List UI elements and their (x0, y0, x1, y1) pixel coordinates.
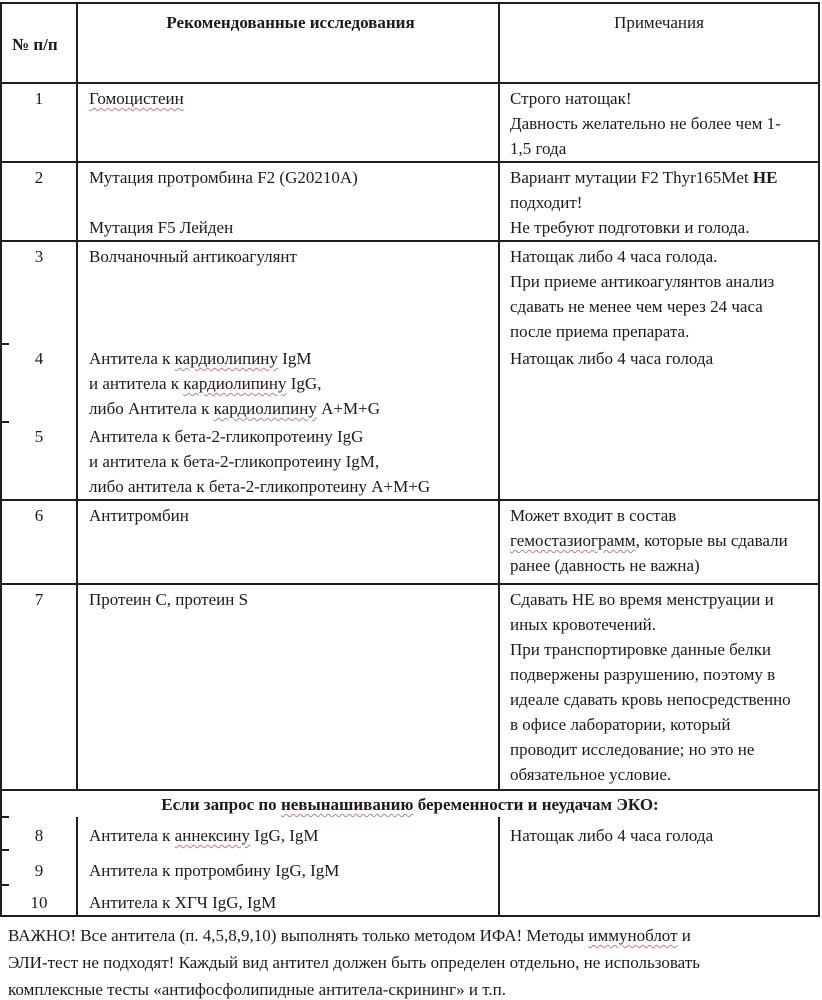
footer-note: ВАЖНО! Все антитела (п. 4,5,8,9,10) выполнять только методом ИФА! Методы иммуноблот и ЭЛИ-тест не подходят! Каждый вид антител должен быть определен отдельно, не использовать комплексные тесты «антифосфолипидные антитела-скрининг» и т.п. (8, 926, 700, 999)
header-cell-number: № п/п (12, 35, 58, 54)
notes-cell: Натощак либо 4 часа голода. При приеме антикоагулянтов анализ сдавать не менее чем через 24 часа после приема препарата. (498, 242, 818, 344)
section-header-text: Если запрос по невынашиванию беременности и неудачам ЭКО: (161, 795, 659, 814)
header-cell-tests: Рекомендованные исследования (76, 4, 498, 82)
notes-cell: Сдавать НЕ во время менструации и иных кровотечений. При транспортировке данные белки подвержены разрушению, поэтому в идеале сдавать кровь непосредственно в офисе лаборатории, который проводит исследование; но это не обязательное условие. (498, 585, 818, 789)
table-row-6 (2, 501, 818, 585)
tests-cell: Мутация протромбина F2 (G20210A) Мутация F5 Лейден (76, 163, 498, 240)
tests-cell: Антитела к ХГЧ IgG, IgM (76, 885, 498, 915)
table-row-3 (2, 242, 818, 344)
row-number: 4 (34, 349, 44, 368)
row-number: 6 (34, 506, 44, 525)
tests-cell: Волчаночный антикоагулянт (76, 242, 498, 344)
tests-cell: Антитела к бета-2-гликопротеину IgG и антитела к бета-2-гликопротеину IgM, либо антитела к бета-2-гликопротеину A+M+G (76, 422, 498, 499)
notes-cell: Может входит в состав гемостазиограмм, которые вы сдавали ранее (давность не важна) (498, 501, 818, 583)
row-number: 1 (34, 89, 44, 108)
table-row-10 (2, 885, 818, 917)
table-row-4 (2, 344, 818, 422)
header-cell-notes: Примечания (498, 4, 818, 82)
row-number: 3 (34, 247, 44, 266)
tests-cell: Антитромбин (76, 501, 498, 583)
tests-cell: Протеин C, протеин S (76, 585, 498, 789)
section-header-row (2, 791, 818, 817)
tests-table (0, 2, 820, 917)
tests-cell: Гомоцистеин (76, 84, 498, 161)
row-number: 5 (34, 427, 44, 446)
table-row-7 (2, 585, 818, 791)
table-row-8 (2, 817, 818, 850)
row-number: 7 (34, 590, 44, 609)
notes-cell (498, 422, 818, 499)
tests-cell: Антитела к аннексину IgG, IgM (76, 817, 498, 850)
notes-cell: Натощак либо 4 часа голода (498, 817, 818, 850)
table-header-row (2, 4, 818, 84)
notes-cell (498, 850, 818, 885)
table-row-5 (2, 422, 818, 501)
table-row-1 (2, 84, 818, 163)
table-row-2 (2, 163, 818, 242)
row-number: 9 (34, 861, 44, 880)
table-row-9 (2, 850, 818, 885)
row-number: 8 (34, 826, 44, 845)
tests-cell: Антитела к протромбину IgG, IgM (76, 850, 498, 885)
row-number: 10 (30, 893, 48, 912)
row-number: 2 (34, 168, 44, 187)
notes-cell: Вариант мутации F2 Thyr165Met НЕ подходит! Не требуют подготовки и голода. (498, 163, 818, 240)
notes-cell: Натощак либо 4 часа голода (498, 344, 818, 422)
notes-cell: Строго натощак! Давность желательно не более чем 1- 1,5 года (498, 84, 818, 161)
notes-cell (498, 885, 818, 915)
tests-cell: Антитела к кардиолипину IgM и антитела к кардиолипину IgG, либо Антитела к кардиолипину A+M+G (76, 344, 498, 422)
